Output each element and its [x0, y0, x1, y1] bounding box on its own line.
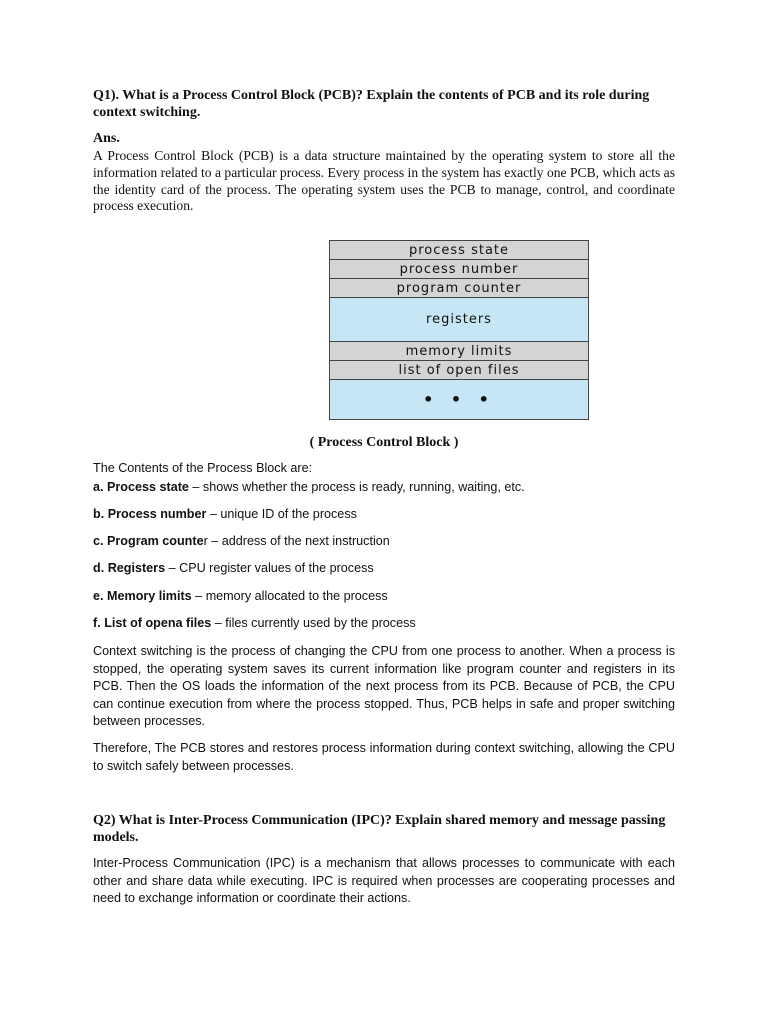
- conclusion-paragraph: Therefore, The PCB stores and restores process information during context switching, allowing the CPU to switch safely between processes.: [93, 741, 675, 773]
- pcb-row-process-state: process state: [330, 241, 588, 260]
- pcb-row-open-files: list of open files: [330, 361, 588, 380]
- q2-answer-paragraph: Inter-Process Communication (IPC) is a mechanism that allows processes to communicate with each other and share data while executing. IPC is required when processes are cooperating processes and need to exchange information or coordinate their actions.: [93, 856, 675, 906]
- q2-heading: Q2) What is Inter-Process Communication (IPC)? Explain shared memory and message passing models.: [93, 813, 666, 845]
- diagram-caption: ( Process Control Block ): [309, 435, 459, 450]
- pcb-row-memory-limits: memory limits: [330, 342, 588, 361]
- answer-label: Ans.: [93, 131, 120, 146]
- pcb-row-process-number: process number: [330, 260, 588, 279]
- contents-item-f: f. List of opena files – files currently used by the process: [93, 616, 416, 630]
- contents-item-e: e. Memory limits – memory allocated to the process: [93, 589, 388, 603]
- q1-heading: Q1). What is a Process Control Block (PCB)? Explain the contents of PCB and its role during context switching.: [93, 88, 650, 120]
- pcb-row-ellipsis: • • •: [330, 380, 588, 419]
- contents-item-c: c. Program counter – address of the next instruction: [93, 534, 390, 548]
- pcb-row-registers: registers: [330, 298, 588, 342]
- pcb-row-program-counter: program counter: [330, 279, 588, 298]
- pcb-diagram: [329, 240, 589, 420]
- contents-item-a: a. Process state – shows whether the process is ready, running, waiting, etc.: [93, 480, 525, 494]
- contents-intro: The Contents of the Process Block are:: [93, 461, 313, 475]
- contents-item-d: d. Registers – CPU register values of the process: [93, 561, 374, 575]
- context-switching-paragraph: Context switching is the process of changing the CPU from one process to another. When a process is stopped, the operating system saves its current information like program counter and registers in its PCB. Then the OS loads the information of the next process from its PCB. Because of PCB, the CPU can continue execution from where the process stopped. Thus, PCB helps in safe and proper switching between processes.: [93, 644, 675, 729]
- contents-item-b: b. Process number – unique ID of the process: [93, 507, 357, 521]
- q1-answer-paragraph: A Process Control Block (PCB) is a data structure maintained by the operating system to store all the information related to a particular process. Every process in the system has exactly one PCB, which acts as the identity card of the process. The operating system uses the PCB to manage, control, and coordinate process execution.: [93, 148, 675, 214]
